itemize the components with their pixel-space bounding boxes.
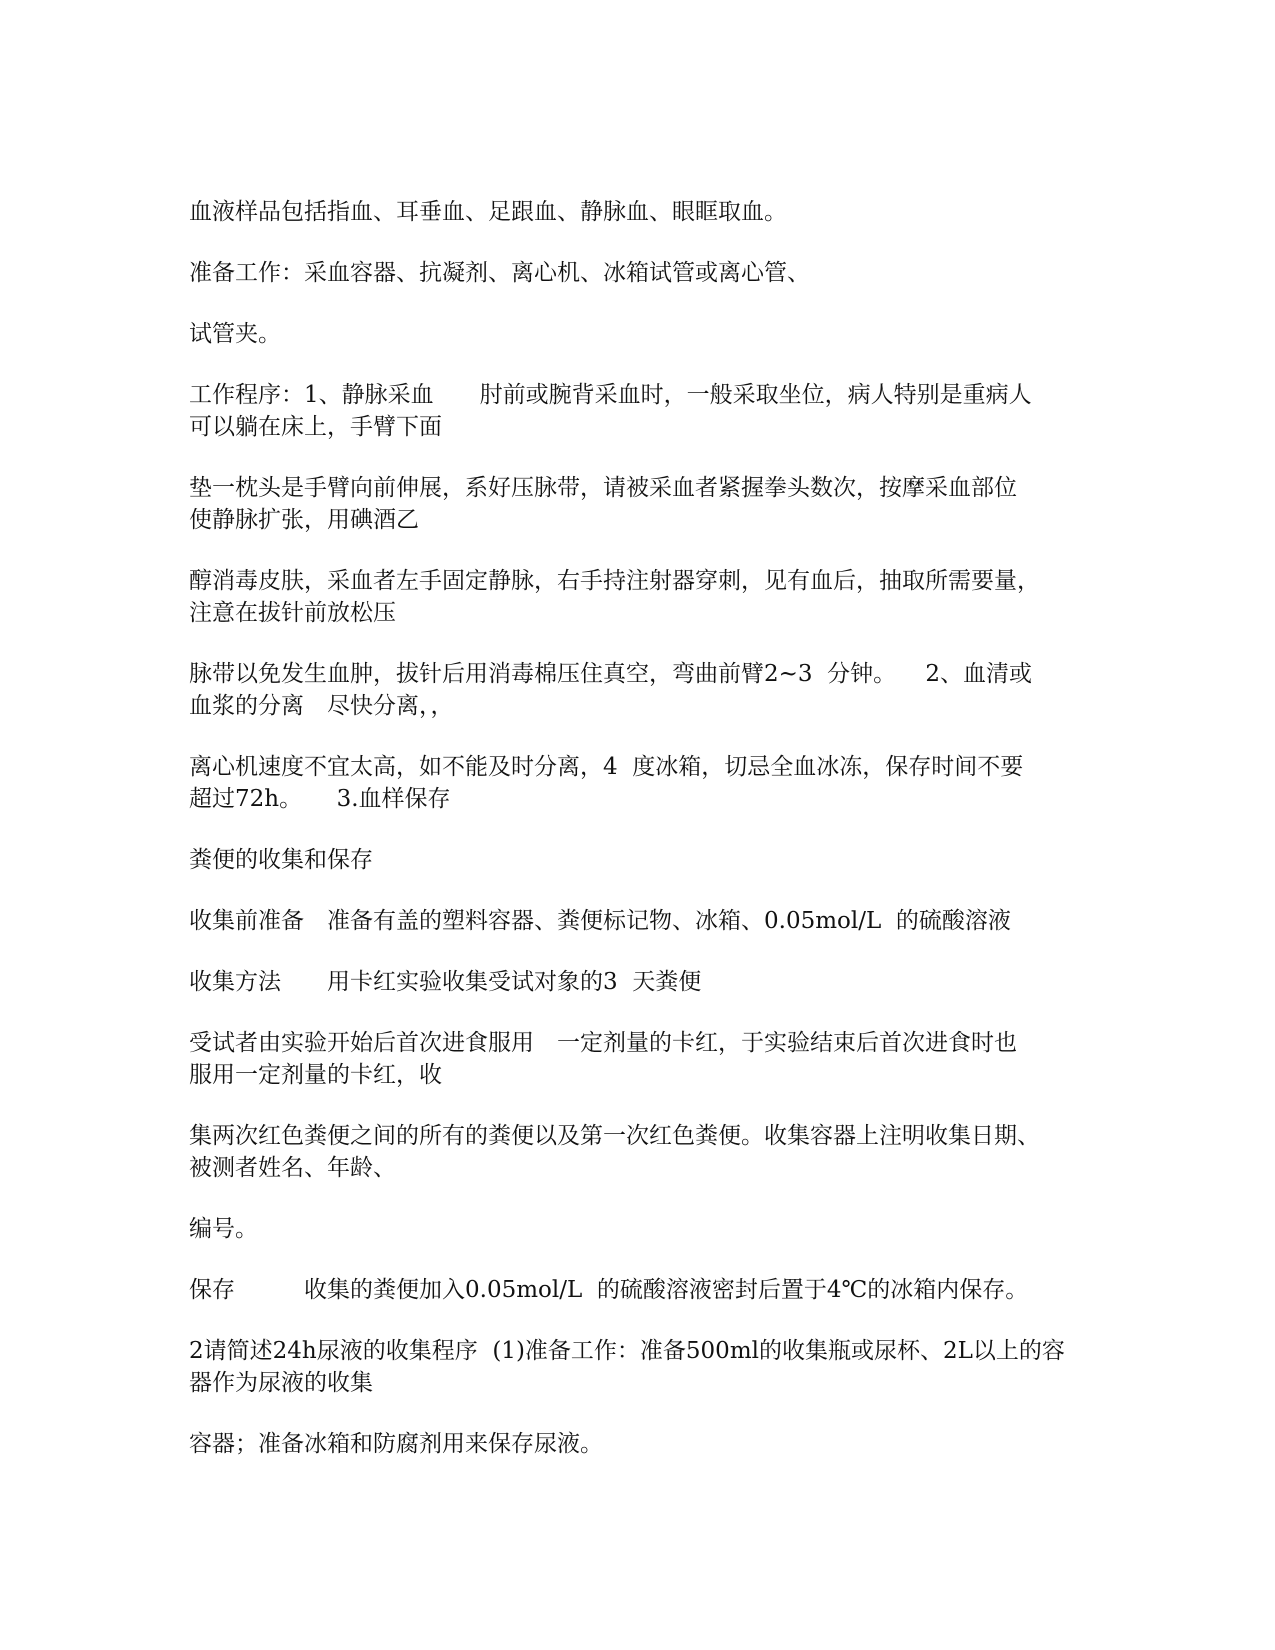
document-body xyxy=(189,196,1109,1489)
text-line: 服用一定剂量的卡红，收 xyxy=(189,1062,442,1088)
paragraph xyxy=(189,379,1109,443)
text-line: 工作程序：1、静脉采血 肘前或腕背采血时，一般采取坐位，病人特别是重病人 xyxy=(189,382,1032,408)
text-line: 器作为尿液的收集 xyxy=(189,1370,373,1396)
text-line: 离心机速度不宜太高，如不能及时分离，4 度冰箱，切忌全血冰冻，保存时间不要 xyxy=(189,754,1024,780)
text-line: 准备工作：采血容器、抗凝剂、离心机、冰箱试管或离心管、 xyxy=(189,260,810,286)
text-line: 保存 收集的粪便加入0.05mol/L 的硫酸溶液密封后置于4℃的冰箱内保存。 xyxy=(189,1277,1029,1303)
paragraph xyxy=(189,844,1109,876)
paragraph xyxy=(189,1027,1109,1091)
paragraph xyxy=(189,472,1109,536)
text-line: 编号。 xyxy=(189,1216,258,1242)
text-line: 血液样品包括指血、耳垂血、足跟血、静脉血、眼眶取血。 xyxy=(189,199,787,225)
paragraph xyxy=(189,257,1109,289)
paragraph xyxy=(189,966,1109,998)
text-line: 脉带以免发生血肿，拔针后用消毒棉压住真空，弯曲前臂2~3 分钟。 2、血清或 xyxy=(189,661,1033,687)
paragraph xyxy=(189,905,1109,937)
paragraph xyxy=(189,196,1109,228)
paragraph xyxy=(189,1274,1109,1306)
paragraph xyxy=(189,1428,1109,1460)
paragraph xyxy=(189,1335,1109,1399)
text-line: 血浆的分离 尽快分离，， xyxy=(189,693,454,719)
text-line: 被测者姓名、年龄、 xyxy=(189,1155,396,1181)
text-line: 容器；准备冰箱和防腐剂用来保存尿液。 xyxy=(189,1431,603,1457)
text-line: 醇消毒皮肤，采血者左手固定静脉，右手持注射器穿刺，见有血后，抽取所需要量， xyxy=(189,568,1040,594)
paragraph xyxy=(189,318,1109,350)
text-line: 收集方法 用卡红实验收集受试对象的3 天粪便 xyxy=(189,969,702,995)
paragraph xyxy=(189,1213,1109,1245)
paragraph xyxy=(189,1120,1109,1184)
text-line: 粪便的收集和保存 xyxy=(189,847,373,873)
paragraph xyxy=(189,658,1109,722)
text-line: 可以躺在床上，手臂下面 xyxy=(189,414,442,440)
text-line: 受试者由实验开始后首次进食服用 一定剂量的卡红，于实验结束后首次进食时也 xyxy=(189,1030,1017,1056)
text-line: 集两次红色粪便之间的所有的粪便以及第一次红色粪便。收集容器上注明收集日期、 xyxy=(189,1123,1040,1149)
paragraph xyxy=(189,565,1109,629)
text-line: 2请简述24h尿液的收集程序 (1)准备工作：准备500ml的收集瓶或尿杯、2L以上的容 xyxy=(189,1338,1065,1364)
text-line: 超过72h。 3.血样保存 xyxy=(189,786,451,812)
text-line: 试管夹。 xyxy=(189,321,281,347)
text-line: 使静脉扩张，用碘酒乙 xyxy=(189,507,419,533)
text-line: 收集前准备 准备有盖的塑料容器、粪便标记物、冰箱、0.05mol/L 的硫酸溶液 xyxy=(189,908,1011,934)
text-line: 垫一枕头是手臂向前伸展，系好压脉带，请被采血者紧握拳头数次，按摩采血部位 xyxy=(189,475,1017,501)
paragraph xyxy=(189,751,1109,815)
text-line: 注意在拔针前放松压 xyxy=(189,600,396,626)
